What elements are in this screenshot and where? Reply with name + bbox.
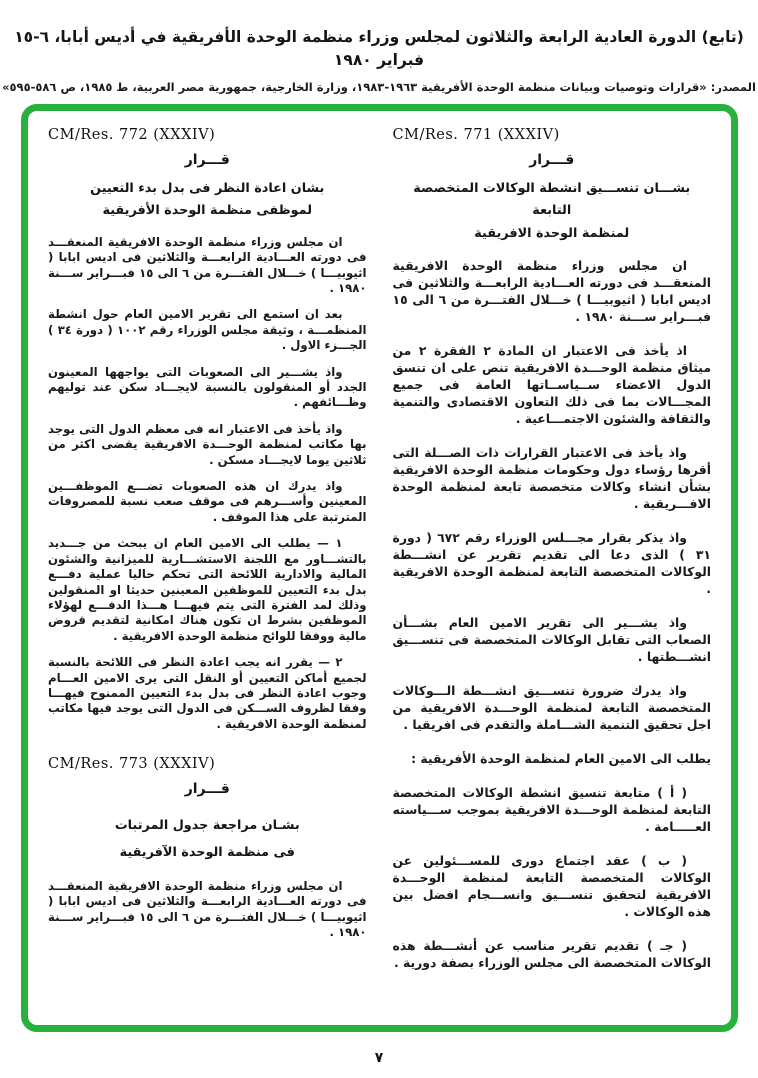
content-frame: [21, 104, 738, 1032]
page-header: [0, 26, 758, 94]
resolution-771-subtitle-line1: بشـــان تنســـيق انشطة الوكالات المتخصصة التابعة: [413, 181, 691, 219]
resolution-771-paragraph: ( ب ) عقد اجتماع دورى للمســـئولين عن الوكالات المتخصصة التابعة لمنظمة الوحـــدة الافريقية لتحقيق تنســـيق وانســـجام افضل بين هذه الوكالات .: [392, 853, 711, 920]
resolution-771-paragraph: ان مجلس وزراء منظمة الوحدة الافريقية المنعقـــد فى دورته العـــادية الرابعـــة والثلاثين فى اديس ابابا ( اثيوبيـــا ) خـــلال الفتـــرة من ٦ الى ١٥ فبـــراير ســـنة ١٩٨٠ .: [392, 258, 711, 325]
resolution-772-paragraph: ان مجلس وزراء منظمة الوحدة الافريقية المنعقـــد فى دورته العـــادية الرابعـــة والثلاثين فى اديس ابابا ( اثيوبيـــا ) خـــلال الفتـــرة من ٦ الى ١٥ فبـــراير ســـنة ١٩٨٠ .: [48, 234, 367, 295]
resolution-771-title: قـــرار: [529, 152, 575, 168]
resolution-771-subtitle: [393, 178, 712, 245]
header-source-line: المصدر: «قرارات وتوصيات وبيانات منظمة الوحدة الأفريقية ١٩٦٣-١٩٨٣، وزارة الخارجية، جمهورية مصر العربية، ط ١٩٨٥، ص ٥٨٦-٥٩٥»: [2, 79, 756, 94]
resolution-772-paragraph: ٢ — يقرر انه يجب اعادة النظر فى اللائحة بالنسبة لجميع أماكن التعيين أو النقل التى يرى الامين العـــام وجوب اعادة النظر فى بدل بدء التعيين الممنوح فيهـــا وفقا لظروف الســـكن فى الدول التى يوجد فيها مكاتب لمنظمة الوحدة الافريقية .: [48, 655, 367, 731]
resolution-771-paragraph: ( أ ) متابعة تنسيق انشطة الوكالات المتخصصة التابعة لمنظمة الوحـــدة الافريقية بموجب ســـياسته العـــــامة .: [392, 785, 711, 835]
resolution-772-paragraph: ١ — يطلب الى الامين العام ان يبحث من جـــديد بالتشـــاور مع اللجنة الاستشـــارية للميزانية والشئون المالية والادارية اللائحة التى تحكم حاليا عملية دفـــع بدل بدء التعيين للموظفين المعينين حديثا او المنقولين وذلك لمد الفترة التى يتم فيهـــا هـــذا الدفـــع لهؤلاء الموظفين بشرط ان تكون هناك امكانية لتقديم قروض مالية ووفقا للوائح منظمة الوحدة الافريقية .: [48, 536, 367, 643]
resolution-772-paragraph: واذ يشـــير الى الصعوبات التى يواجهها المعينون الجدد أو المنقولون بالنسبة لايجـــاد سكن عند توليهم وظـــائفهم .: [48, 364, 367, 410]
column-right: [393, 127, 712, 1015]
resolution-773-subtitle-line1: بشـان مراجعة جدول المرتبات: [114, 818, 300, 834]
resolution-772-subtitle-line2: لموظفى منظمة الوحدة الأفريقية: [102, 203, 313, 219]
resolution-771-paragraph: واذ يذكر بقرار مجـــلس الوزراء رقم ٦٧٢ ( دورة ٣١ ) الذى دعا الى تقديم تقرير عن انشـــطة الوكالات المتخصصة التابعة لمنظمة الوحدة الافريقية .: [392, 530, 711, 597]
resolution-771-paragraph: اذ يأخذ فى الاعتبار ان المادة ٢ الفقرة ٢ من ميثاق منظمة الوحـــدة الافريقية تنص على ان تنسق الدول الاعضاء ســياســاتها العامة فى جميع المجـــالات بما فى ذلك التعاون الاقتصادى والتنمية والثقافة والشئون الاجتمـــاعية .: [392, 343, 711, 427]
resolution-771-subtitle-line2: لمنظمة الوحدة الافريقية: [474, 225, 630, 241]
resolution-772-code: CM/Res. 772 (XXXIV): [48, 127, 216, 143]
resolution-773-paragraph: ان مجلس وزراء منظمة الوحدة الافريقية المنعقـــد فى دورته العـــادية الرابعـــة والثلاثين فى اديس ابابا ( اثيوبيـــا ) خـــلال الفتـــرة من ٦ الى ١٥ فبـــراير ســـنة ١٩٨٠ .: [48, 878, 367, 940]
resolution-773: [48, 756, 367, 940]
resolution-772-subtitle: [48, 178, 367, 223]
resolution-771-paragraph: يطلب الى الامين العام لمنظمة الوحدة الأفريقية :: [411, 751, 711, 767]
resolution-772-title: قـــرار: [184, 152, 230, 168]
two-column-layout: [48, 127, 711, 1015]
resolution-771-paragraph: واذ يدرك ضرورة تنســـيق انشـــطة الـــوكالات المتخصصة التابعة لمنظمة الوحـــدة الافريقية من اجل تحقيق التنمية الشـــاملة والتقدم فى افريقيا .: [392, 683, 711, 733]
resolution-773-subtitle: [48, 813, 367, 867]
page-number: ٧: [374, 1050, 384, 1066]
resolution-772-subtitle-line1: بشان اعادة النظر فى بدل بدء التعيين: [90, 181, 325, 196]
resolution-771-paragraph: ( جـ ) تقديم تقرير مناسب عن أنشـــطة هذه الوكالات المتخصصة الى مجلس الوزراء بصفة دورية .: [392, 938, 711, 971]
column-left: [48, 127, 367, 1015]
resolution-773-title: قـــرار: [184, 781, 230, 798]
resolution-771-code: CM/Res. 771 (XXXIV): [392, 127, 560, 143]
header-session-title: (تابع) الدورة العادية الرابعة والثلاثون لمجلس وزراء منظمة الوحدة الأفريقية في أديس أبابا، ٦-١٥ فبراير ١٩٨٠: [14, 28, 744, 70]
resolution-772-paragraph: واذ يأخذ فى الاعتبار انه فى معظم الدول التى يوجد بها مكاتب لمنظمة الوحـــدة الافريقية يقضى اكثر من ثلاثين يوما لايجـــاد مسكن .: [48, 421, 367, 467]
resolution-773-code: CM/Res. 773 (XXXIV): [48, 756, 216, 773]
resolution-771-paragraph: واذ يأخذ فى الاعتبار القرارات ذات الصـــلة التى أقرها رؤساء دول وحكومات منظمة الوحدة الافريقية بشأن انشاء وكالات متخصصة تابعة لمنظمة الوحدة الافـــريقية .: [392, 445, 711, 512]
resolution-772-paragraph: واذ يدرك ان هذه الصعوبات تضـــع الموظفـــين المعينين وأســـرهم فى موقف صعب نسبة للمصروفات المترتبة على هذا الموقف .: [48, 479, 367, 524]
resolution-772: [48, 127, 367, 732]
resolution-771: [393, 127, 712, 971]
resolution-771-paragraph: واذ يشـــير الى تقرير الامين العام بشـــأن الصعاب التى تقابل الوكالات المتخصصة فى تنســـيق انشـــطتها .: [392, 615, 711, 665]
resolution-772-paragraph: بعد ان استمع الى تقرير الامين العام حول انشطة المنظمـــة ، وثيقة مجلس الوزراء رقم ١٠٠٢ ( دورة ٣٤ ) الجـــزء الاول .: [48, 307, 367, 353]
resolution-773-subtitle-line2: فى منظمة الوحدة الآفريقية: [119, 845, 295, 861]
